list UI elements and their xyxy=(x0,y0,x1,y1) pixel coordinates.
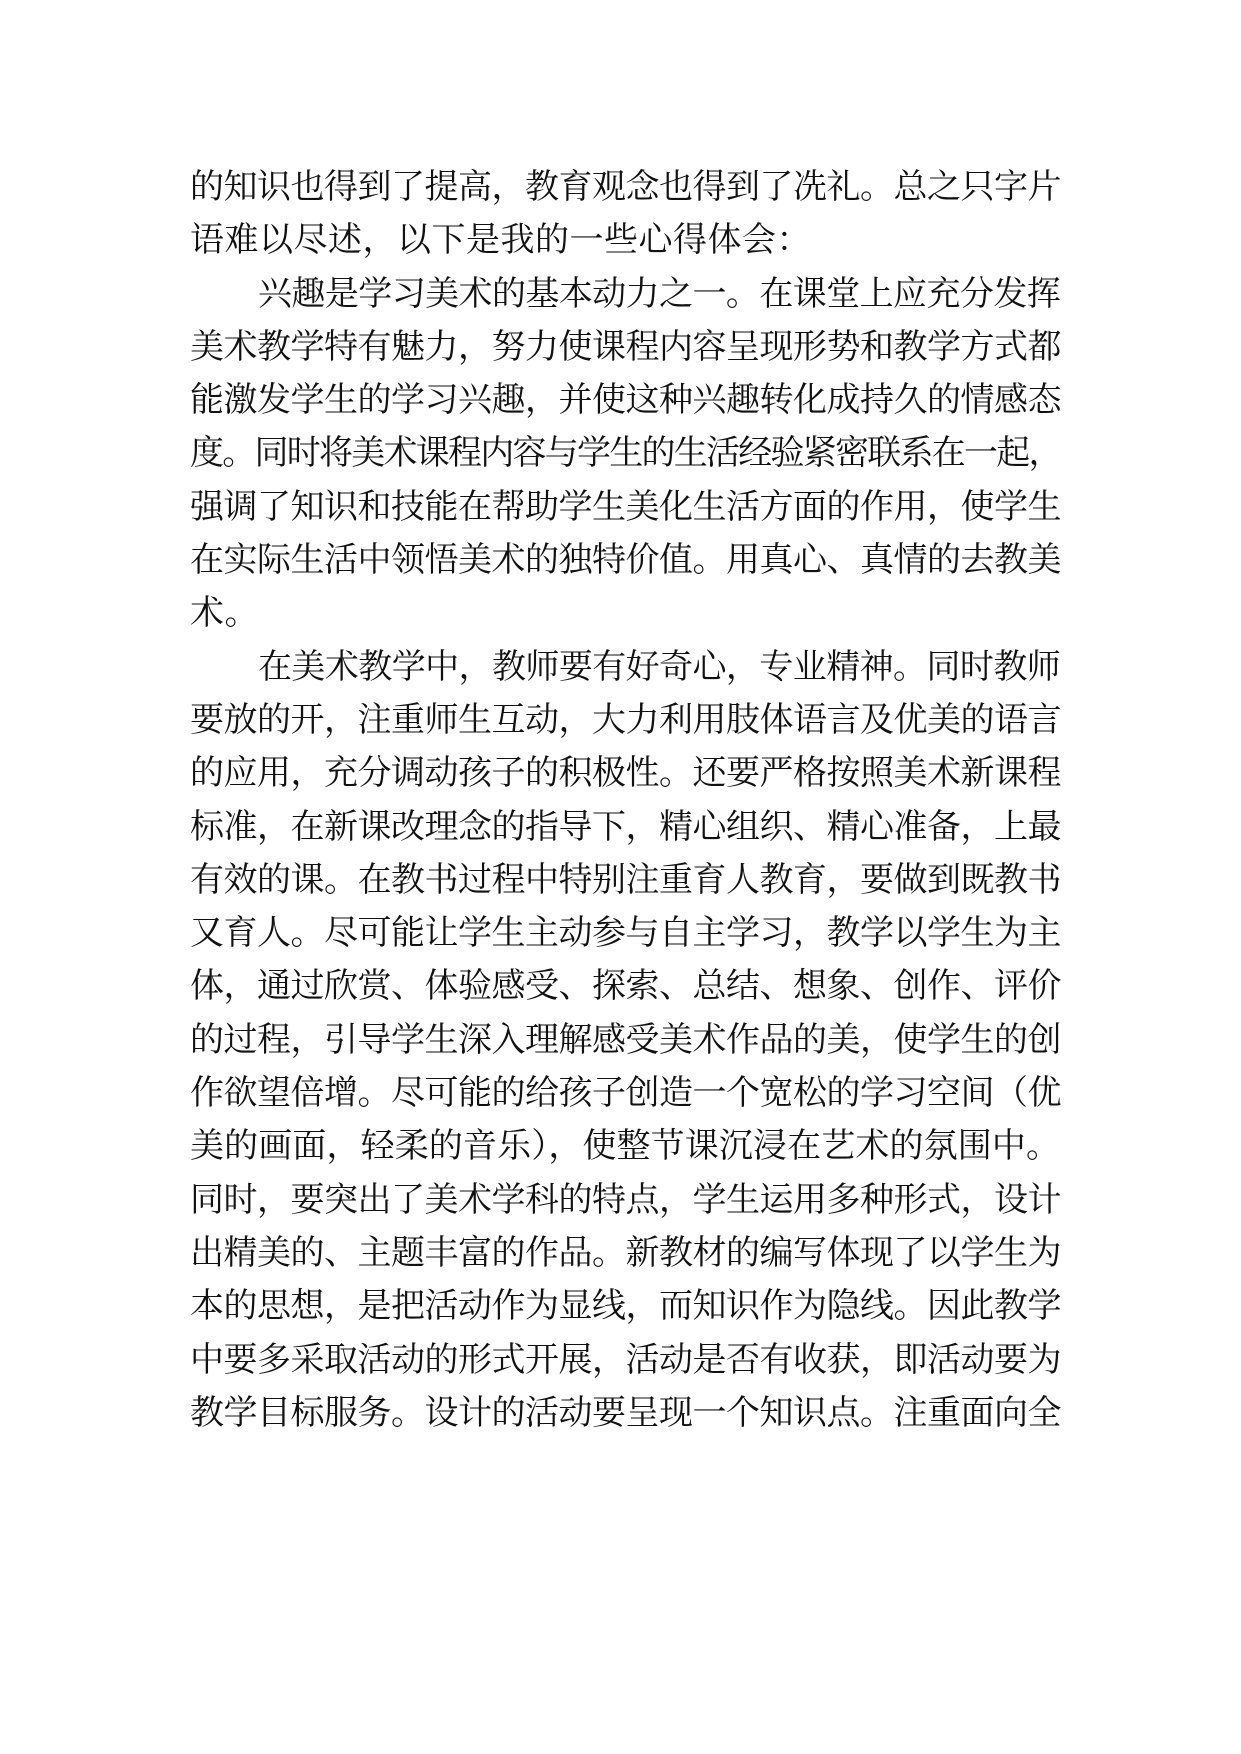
text-line: 能激发学生的学习兴趣，并使这种兴趣转化成持久的情感态 xyxy=(190,380,1061,421)
text-line: 体，通过欣赏、体验感受、探索、总结、想象、创作、评价 xyxy=(190,966,1061,1007)
text-line: 术。 xyxy=(190,593,259,634)
text-line: 语难以尽述，以下是我的一些心得体会： xyxy=(190,220,811,261)
text-line: 美术教学特有魅力，努力使课程内容呈现形势和教学方式都 xyxy=(190,326,1061,367)
text-line: 强调了知识和技能在帮助学生美化生活方面的作用，使学生 xyxy=(190,486,1061,527)
text-line: 在美术教学中，教师要有好奇心，专业精神。同时教师 xyxy=(258,646,1060,687)
text-line: 教学目标服务。设计的活动要呈现一个知识点。注重面向全 xyxy=(190,1392,1061,1433)
text-line: 标准，在新课改理念的指导下，精心组织、精心准备，上最 xyxy=(190,806,1061,847)
text-line: 美的画面，轻柔的音乐），使整节课沉浸在艺术的氛围中。 xyxy=(190,1126,1060,1167)
text-line: 兴趣是学习美术的基本动力之一。在课堂上应充分发挥 xyxy=(258,273,1060,314)
document-body-text xyxy=(190,161,1060,1440)
text-line: 的应用，充分调动孩子的积极性。还要严格按照美术新课程 xyxy=(190,753,1061,794)
text-line: 在实际生活中领悟美术的独特价值。用真心、真情的去教美 xyxy=(190,540,1061,581)
text-line: 的过程，引导学生深入理解感受美术作品的美，使学生的创 xyxy=(190,1019,1061,1060)
text-line: 的知识也得到了提高，教育观念也得到了冼礼。总之只字片 xyxy=(190,167,1061,207)
text-line: 又育人。尽可能让学生主动参与自主学习，教学以学生为主 xyxy=(190,913,1061,954)
text-line: 同时，要突出了美术学科的特点，学生运用多种形式，设计 xyxy=(190,1179,1061,1220)
text-line: 有效的课。在教书过程中特别注重育人教育，要做到既教书 xyxy=(190,859,1061,900)
text-line: 出精美的、主题丰富的作品。新教材的编写体现了以学生为 xyxy=(190,1232,1061,1273)
text-line: 本的思想，是把活动作为显线，而知识作为隐线。因此教学 xyxy=(190,1286,1061,1327)
text-line: 作欲望倍增。尽可能的给孩子创造一个宽松的学习空间（优 xyxy=(190,1073,1061,1114)
text-line: 要放的开，注重师生互动，大力利用肢体语言及优美的语言 xyxy=(190,699,1061,740)
text-line: 中要多采取活动的形式开展，活动是否有收获，即活动要为 xyxy=(190,1339,1061,1380)
text-line: 度。同时将美术课程内容与学生的生活经验紧密联系在一起， xyxy=(190,433,1061,474)
